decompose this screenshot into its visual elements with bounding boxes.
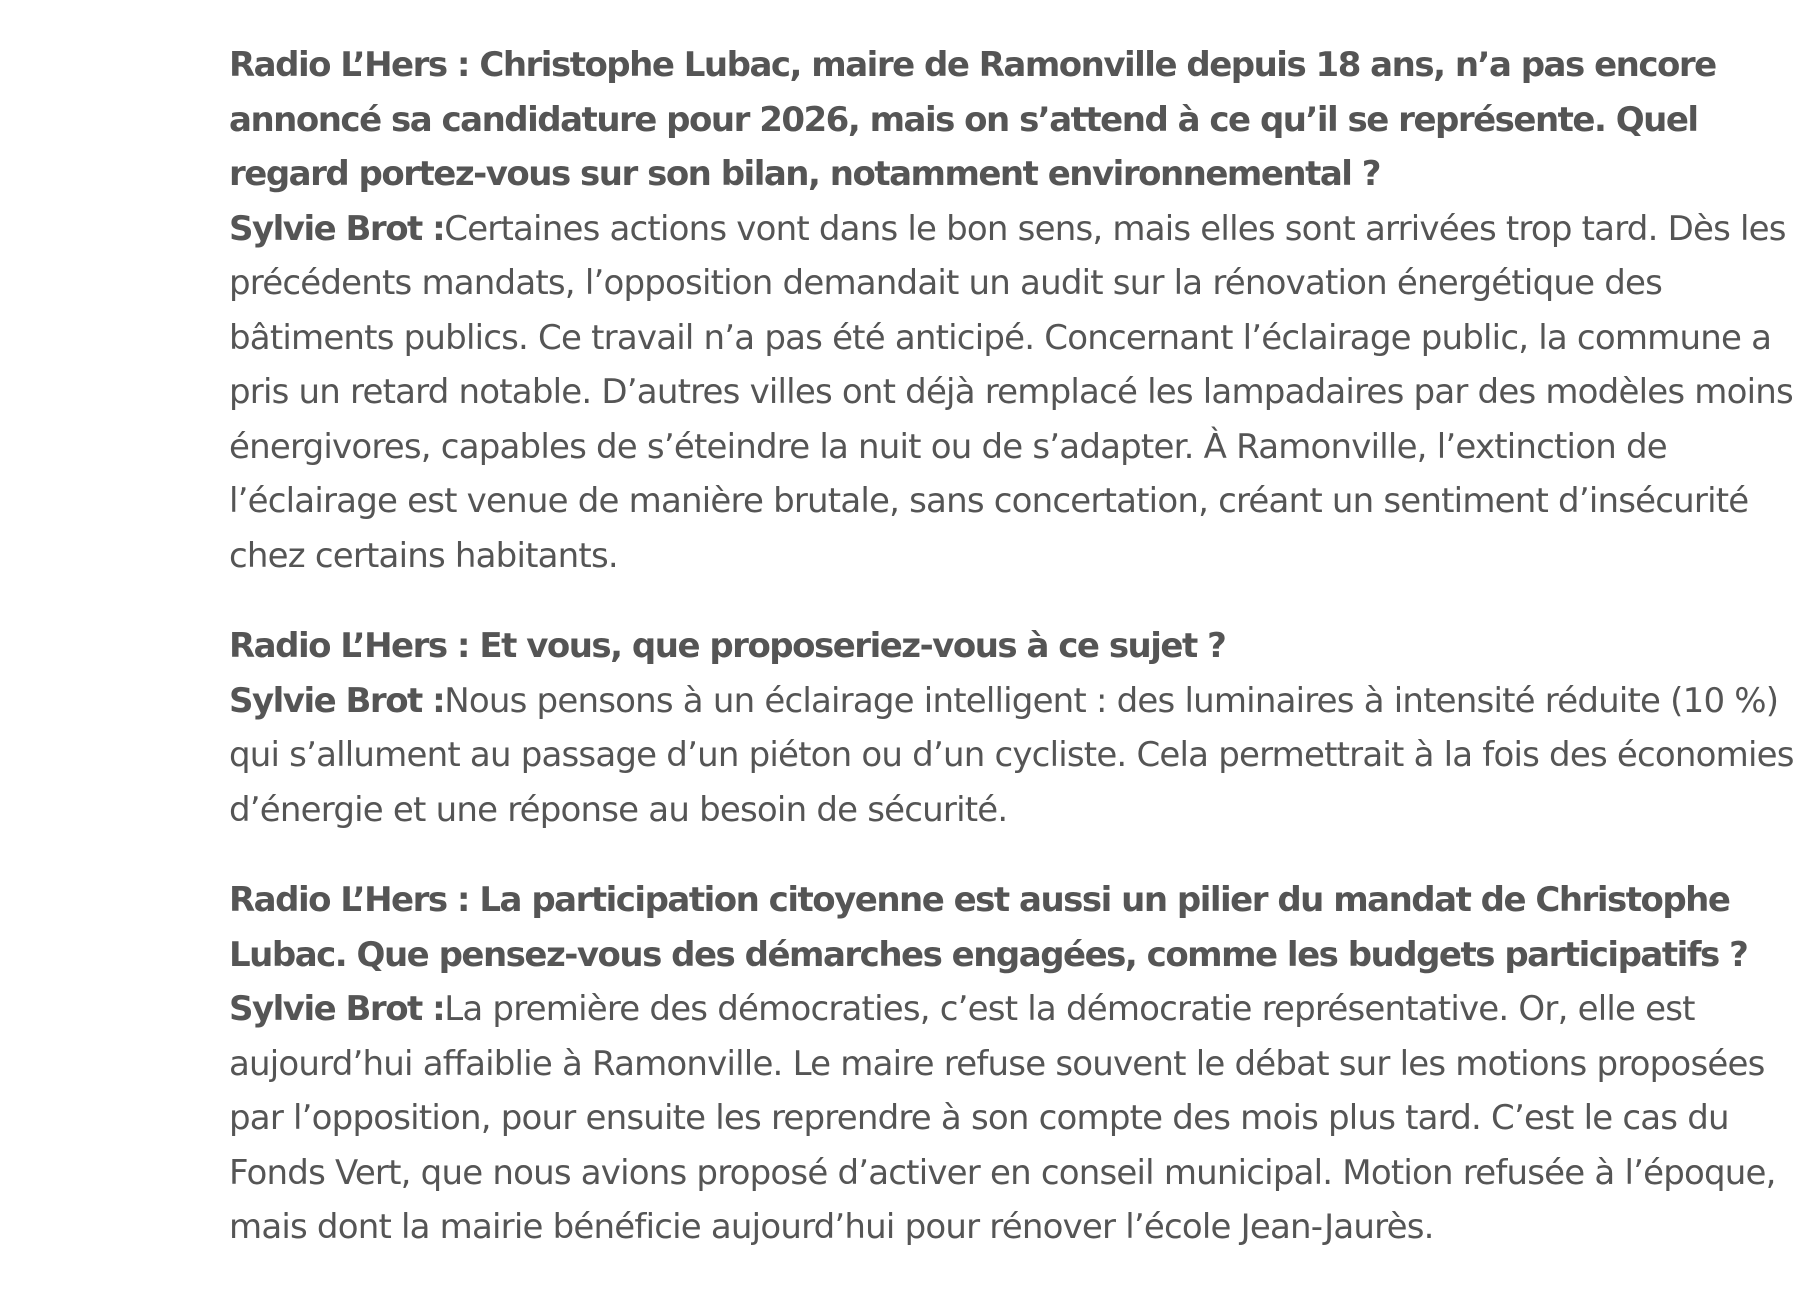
qa-block [229, 38, 1799, 583]
interviewee-answer [229, 674, 1799, 838]
question-speaker: Radio L’Hers : [229, 45, 470, 85]
answer-speaker: Sylvie Brot : [229, 208, 445, 249]
question-speaker: Radio L’Hers : [229, 626, 470, 666]
answer-text: Certaines actions vont dans le bon sens, mais elles sont arrivées trop tard. Dès les précédents mandats, l’opposition demandait un audit sur la rénovation énergétique des bâtiments publics. Ce travail n’a pas été anticipé. Concernant l’éclairage public, la commune a pris un retard notable. D’autres villes ont déjà remplacé les lampadaires par des modèles moins énergivores, capables de s’éteindre la nuit ou de s’adapter. À Ramonville, l’extinction de l’éclairage est venue de manière brutale, sans concertation, créant un sentiment d’insécurité chez certains habitants. [229, 208, 1793, 576]
answer-text: La première des démocraties, c’est la démocratie représentative. Or, elle est aujourd’hui affaiblie à Ramonville. Le maire refuse souvent le débat sur les motions proposées par l’opposition, pour ensuite les reprendre à son compte des mois plus tard. C’est le cas du Fonds Vert, que nous avions proposé d’activer en conseil municipal. Motion refusée à l’époque, mais dont la mairie bénéficie aujourd’hui pour rénover l’école Jean-Jaurès. [229, 989, 1776, 1247]
interviewer-question [229, 873, 1799, 982]
answer-text: Nous pensons à un éclairage intelligent : des luminaires à intensité réduite (10 %) qui s’allument au passage d’un piéton ou d’un cycliste. Cela permettrait à la fois des économies d’énergie et une réponse au besoin de sécurité. [229, 680, 1794, 830]
answer-speaker: Sylvie Brot : [229, 989, 445, 1029]
question-text: Et vous, que proposeriez-vous à ce sujet ? [479, 626, 1226, 666]
question-speaker: Radio L’Hers : [229, 880, 470, 920]
question-text: La participation citoyenne est aussi un pilier du mandat de Christophe Lubac. Que pensez-vous des démarches engagées, comme les budgets participatifs ? [229, 880, 1748, 975]
question-text: Christophe Lubac, maire de Ramonville depuis 18 ans, n’a pas encore annoncé sa candidature pour 2026, mais on s’attend à ce qu’il se représente. Quel regard portez-vous sur son bilan, notamment environnemental ? [229, 45, 1716, 194]
interviewer-question [229, 619, 1799, 674]
interviewer-question [229, 38, 1799, 202]
qa-block [229, 619, 1799, 837]
interview-article [229, 38, 1799, 1291]
answer-speaker: Sylvie Brot : [229, 680, 445, 721]
qa-block [229, 873, 1799, 1255]
interviewee-answer [229, 202, 1799, 584]
interviewee-answer [229, 982, 1799, 1255]
